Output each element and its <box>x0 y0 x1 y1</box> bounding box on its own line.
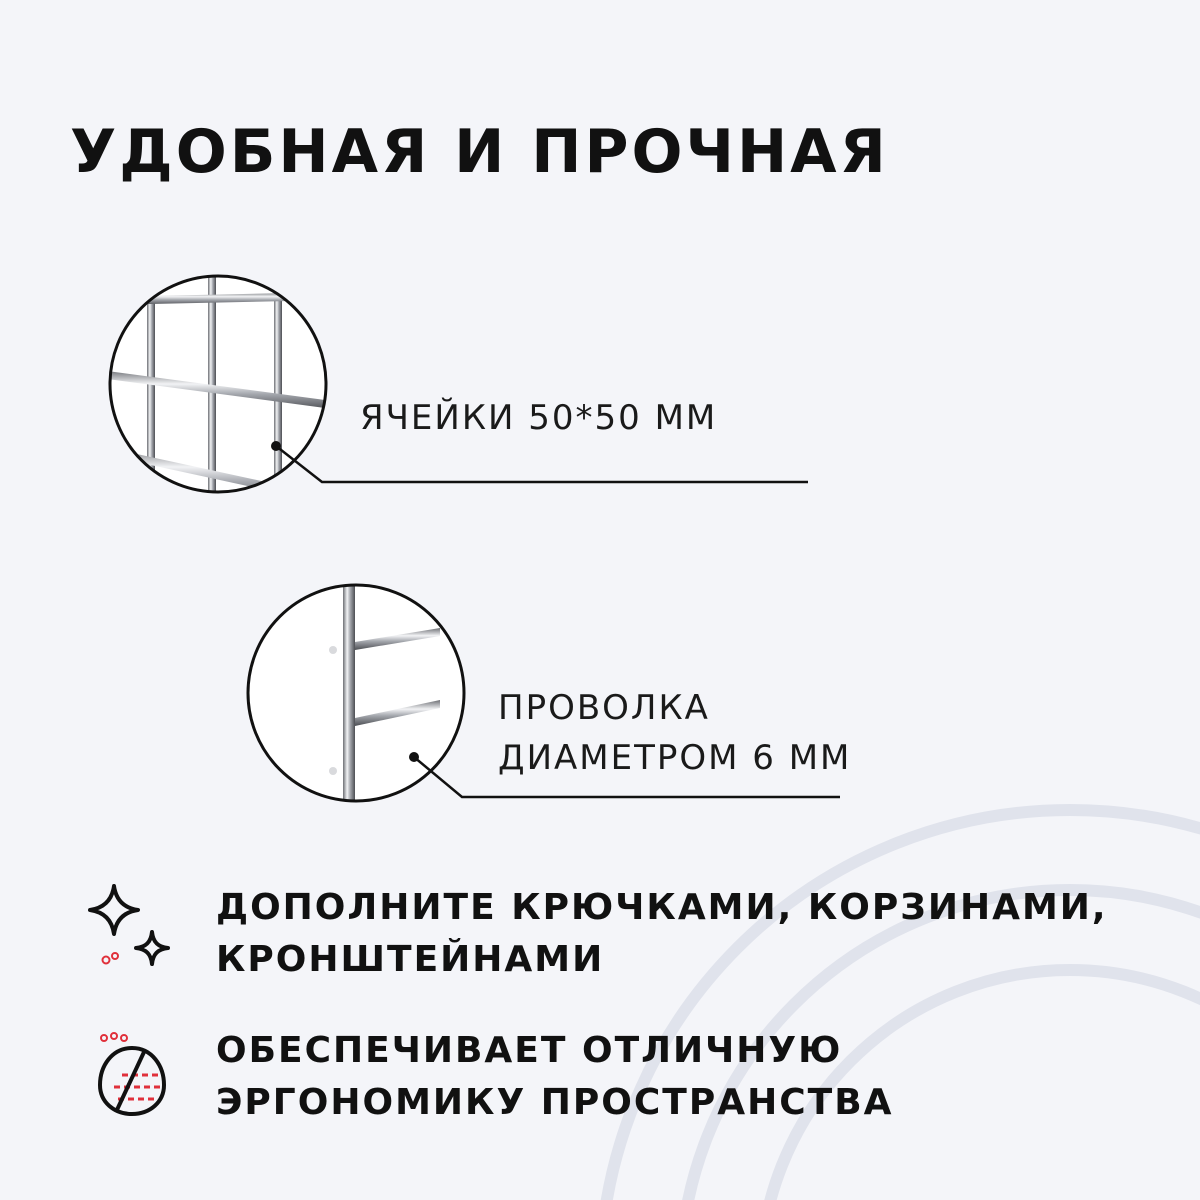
feature-ergonomics-line1: ОБЕСПЕЧИВАЕТ ОТЛИЧНУЮ <box>216 1030 843 1071</box>
wire-label-line1: ПРОВОЛКА <box>498 688 710 728</box>
feature-accessories-line2: КРОНШТЕЙНАМИ <box>216 939 605 980</box>
feature-accessories-line1: ДОПОЛНИТЕ КРЮЧКАМИ, КОРЗИНАМИ, <box>216 887 1108 928</box>
feature-accessories <box>216 882 1108 986</box>
mesh-cells-magnifier <box>100 270 808 506</box>
page-title: УДОБНАЯ И ПРОЧНАЯ <box>70 117 889 187</box>
no-slip-icon <box>92 1030 172 1120</box>
wire-diameter-label <box>498 683 851 783</box>
feature-ergonomics <box>216 1025 894 1129</box>
wire-label-line2: ДИАМЕТРОМ 6 ММ <box>498 738 852 778</box>
feature-ergonomics-line2: ЭРГОНОМИКУ ПРОСТРАНСТВА <box>216 1082 894 1123</box>
sparkle-icon <box>82 880 182 980</box>
cells-size-label: ЯЧЕЙКИ 50*50 ММ <box>360 398 718 438</box>
